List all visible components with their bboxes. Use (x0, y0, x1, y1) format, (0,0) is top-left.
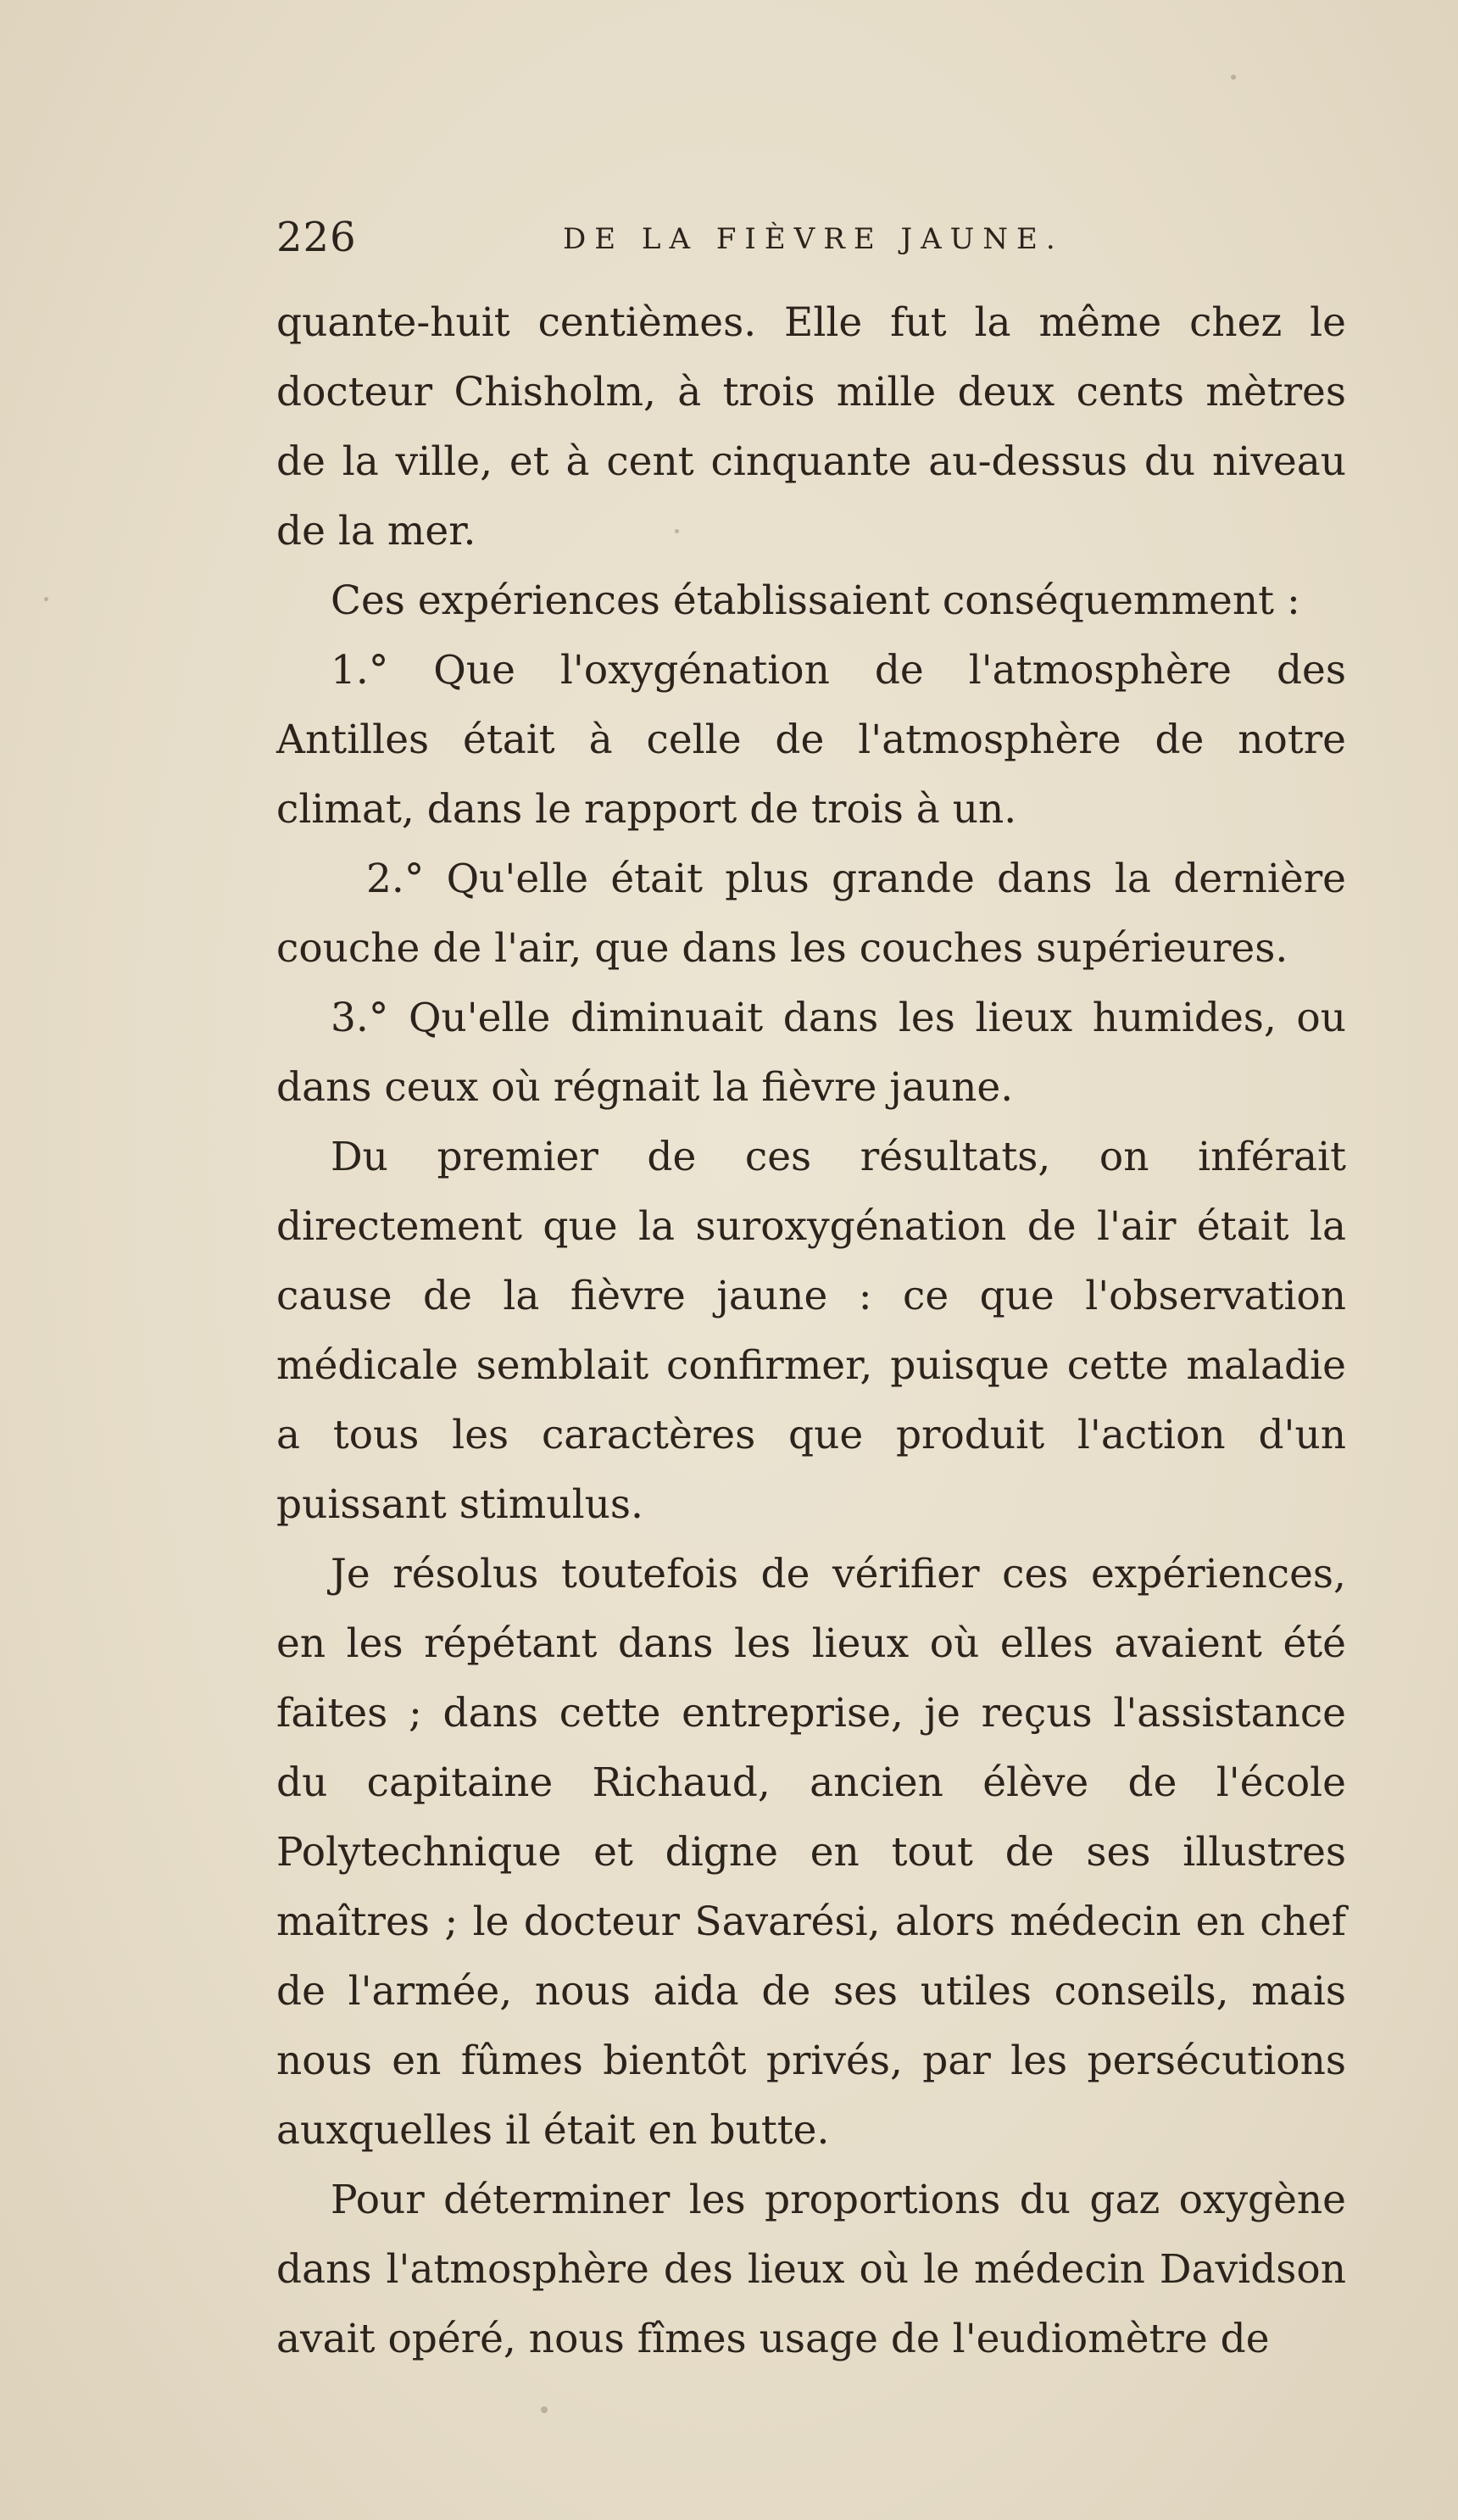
paper-speck (44, 597, 48, 601)
paper-speck (541, 2406, 548, 2413)
paragraph-conclusion: Du premier de ces résultats, on inférait directement que la suroxygénation de l'air était la cause de la fièvre jaune : ce que l'observation médicale semblait confirmer, puisque cette maladie a tous les caractères que produit l'action d'un puissant stimulus. (276, 1134, 1346, 1528)
paper-speck (1231, 75, 1236, 80)
paragraph-method: Pour déterminer les proportions du gaz oxygène dans l'atmosphère des lieux où le médecin Davidson avait opéré, nous fîmes usage de l'eudiomètre de (276, 2177, 1346, 2362)
paragraph-point-2: 2.° Qu'elle était plus grande dans la dernière couche de l'air, que dans les couches supérieures. (276, 856, 1346, 972)
page-number: 226 (276, 214, 357, 261)
body-text (276, 288, 1346, 2374)
paragraph-intro: Ces expériences établissaient conséquemment : (331, 577, 1300, 624)
paragraph-verification: Je résolus toutefois de vérifier ces expériences, en les répétant dans les lieux où elles avaient été faites ; dans cette entreprise, je reçus l'assistance du capitaine Richaud, ancien élève de l'école Polytechnique et digne en tout de ses illustres maîtres ; le docteur Savarési, alors médecin en chef de l'armée, nous aida de ses utiles conseils, mais nous en fûmes bientôt privés, par les persécutions auxquelles il était en butte. (276, 1551, 1346, 2154)
page-header (276, 214, 1346, 273)
paragraph-continuation: quante-huit centièmes. Elle fut la même chez le docteur Chisholm, à trois mille deux cents mètres de la ville, et à cent cinquante au-dessus du niveau de la mer. (276, 299, 1346, 555)
paragraph-point-1: 1.° Que l'oxygénation de l'atmosphère des Antilles était à celle de l'atmosphère de notre climat, dans le rapport de trois à un. (276, 647, 1346, 833)
paragraph-point-3: 3.° Qu'elle diminuait dans les lieux humides, ou dans ceux où régnait la fièvre jaune. (276, 995, 1346, 1111)
running-head: DE LA FIÈVRE JAUNE. (563, 222, 1064, 256)
paper-speck (675, 529, 679, 533)
